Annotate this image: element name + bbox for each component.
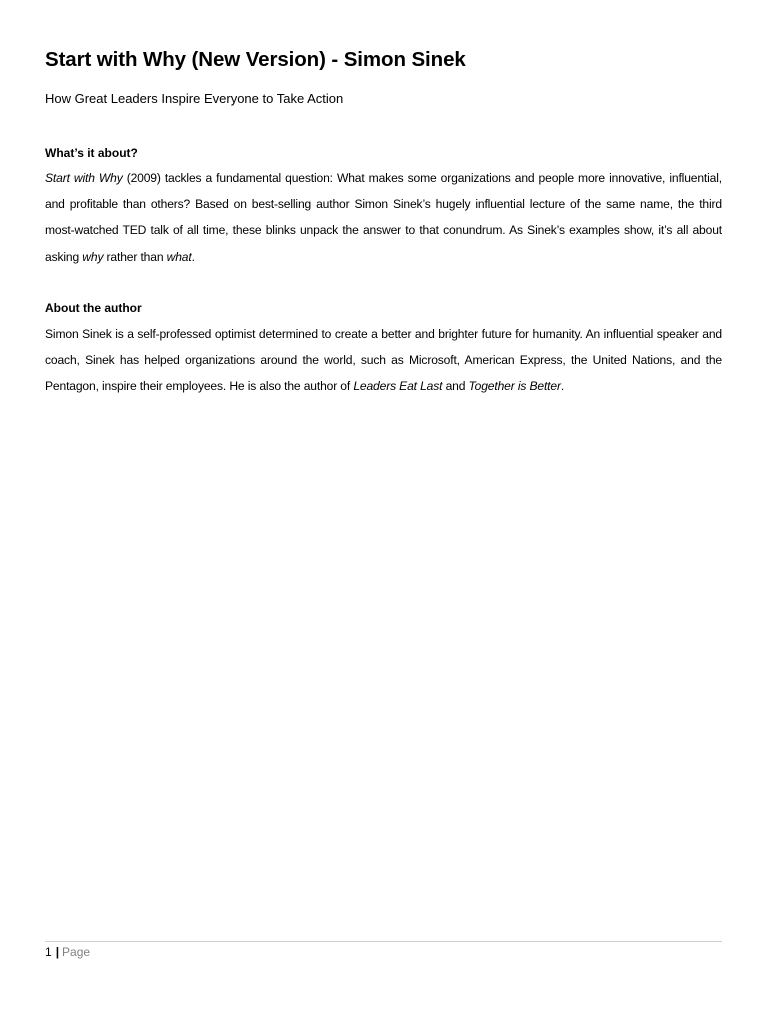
italic-text-run: why: [82, 249, 104, 264]
text-run: and: [442, 379, 469, 394]
footer-separator: |: [55, 945, 60, 959]
page-label: Page: [62, 945, 91, 959]
text-run: (2009) tackles a fundamental question: What makes some organizations and people more innovative, influential, and profitable than others? Based on best-selling author Simon Sinek’s hugely influential lecture of the same name, the third most-watched TED talk of all time, these blinks unpack the answer to that conundrum. As Sinek’s examples show, it’s all about asking: [45, 171, 722, 264]
text-run: Simon Sinek is a self-professed optimist determined to create a better and brighter future for humanity. An influential speaker and coach, Sinek has helped organizations around the world, such as Microsoft, American Express, the United Nations, and the Pentagon, inspire their employees. He is also the author of: [45, 327, 722, 394]
italic-text-run: Start with Why: [45, 171, 123, 185]
text-run: .: [560, 379, 565, 394]
italic-text-run: Together is Better: [468, 379, 561, 394]
page-footer: [45, 943, 90, 961]
footer-divider: [45, 941, 722, 942]
document-subtitle: How Great Leaders Inspire Everyone to Take Action: [45, 91, 344, 106]
section-heading-author: About the author: [45, 301, 142, 315]
italic-text-run: what: [166, 249, 192, 264]
page-number: 1: [45, 945, 52, 959]
document-title: Start with Why (New Version) - Simon Sinek: [45, 48, 466, 71]
section-paragraph-about: [45, 165, 722, 270]
italic-text-run: Leaders Eat Last: [353, 379, 443, 394]
section-paragraph-author: [45, 321, 722, 400]
text-run: rather than: [103, 249, 167, 264]
section-heading-about: What’s it about?: [45, 146, 138, 160]
text-run: .: [191, 249, 195, 264]
